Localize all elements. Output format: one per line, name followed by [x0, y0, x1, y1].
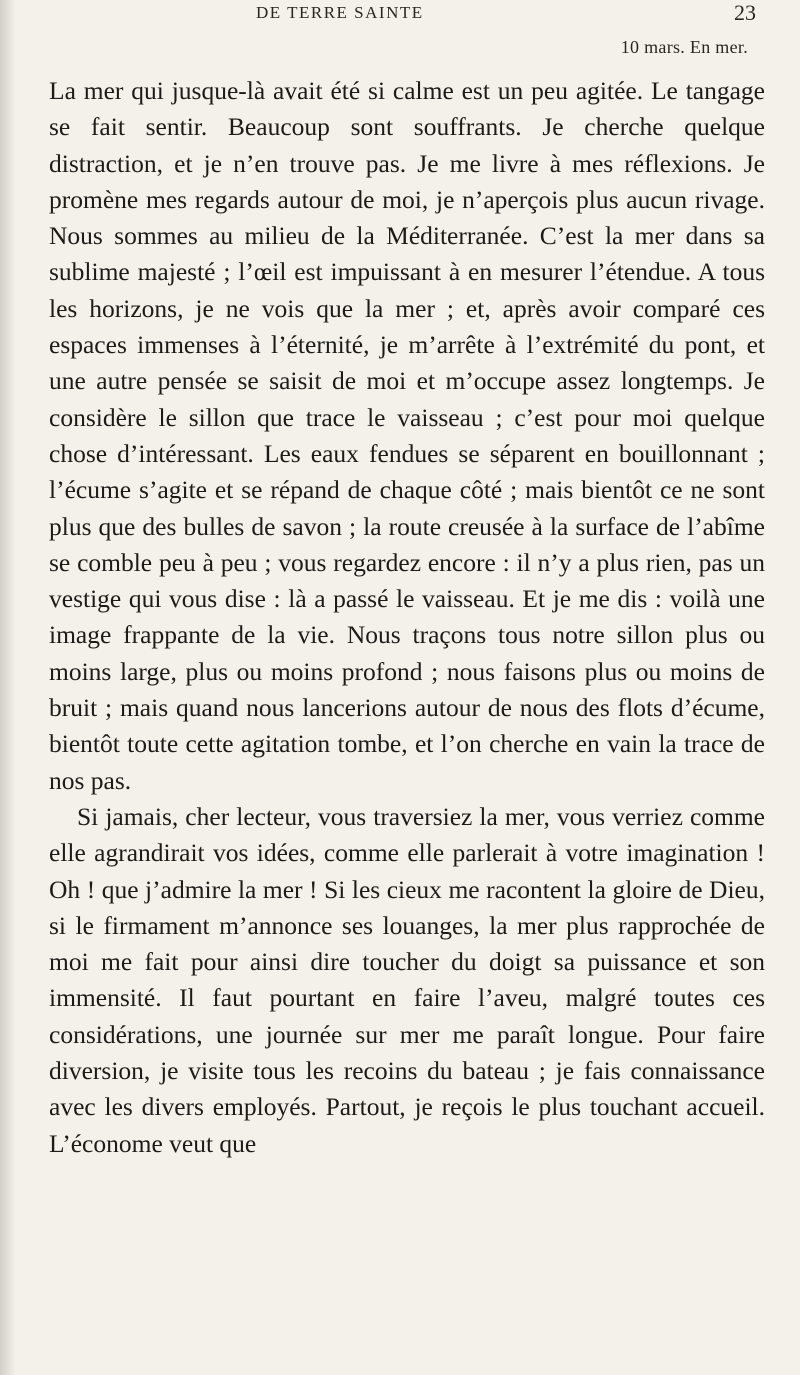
page-number: 23 — [734, 0, 756, 25]
body-text — [49, 73, 765, 1162]
binding-shadow — [0, 0, 16, 1375]
running-title: DE TERRE SAINTE — [256, 3, 424, 22]
dateline: 10 mars. En mer. — [620, 37, 748, 57]
paragraph-1: La mer qui jusque-là avait été si calme est un peu agitée. Le tangage se fait sentir. Beaucoup sont souffrants. Je cherche quelque distraction, et je n’en trouve pas. Je me livre à mes réflexions. Je promène mes regards autour de moi, je n’aperçois plus aucun rivage. Nous sommes au milieu de la Méditerranée. C’est la mer dans sa sublime majesté ; l’œil est impuissant à en mesurer l’étendue. A tous les horizons, je ne vois que la mer ; et, après avoir comparé ces espaces immenses à l’éternité, je m’arrête à l’extrémité du pont, et une autre pensée se saisit de moi et m’occupe assez longtemps. Je considère le sillon que trace le vaisseau ; c’est pour moi quelque chose d’intéressant. Les eaux fendues se séparent en bouillonnant ; l’écume s’agite et se répand de chaque côté ; mais bientôt ce ne sont plus que des bulles de savon ; la route creusée à la surface de l’abîme se comble peu à peu ; vous regardez encore : il n’y a plus rien, pas un vestige qui vous dise : là a passé le vaisseau. Et je me dis : voilà une image frappante de la vie. Nous traçons tous notre sillon plus ou moins large, plus ou moins profond ; nous faisons plus ou moins de bruit ; mais quand nous lancerions autour de nous des flots d’écume, bientôt toute cette agitation tombe, et l’on cherche en vain la trace de nos pas. — [49, 76, 765, 795]
paragraph-2: Si jamais, cher lecteur, vous traversiez la mer, vous verriez comme elle agrandirait vos idées, comme elle parlerait à votre imagination ! Oh ! que j’admire la mer ! Si les cieux me racontent la gloire de Dieu, si le firmament m’annonce ses louanges, la mer plus rapprochée de moi me fait pour ainsi dire toucher du doigt sa puissance et son immensité. Il faut pourtant en faire l’aveu, malgré toutes ces considérations, une journée sur mer me paraît longue. Pour faire diversion, je visite tous les recoins du bateau ; je fais connaissance avec les divers employés. Partout, je reçois le plus touchant accueil. L’économe veut que — [49, 801, 765, 1158]
